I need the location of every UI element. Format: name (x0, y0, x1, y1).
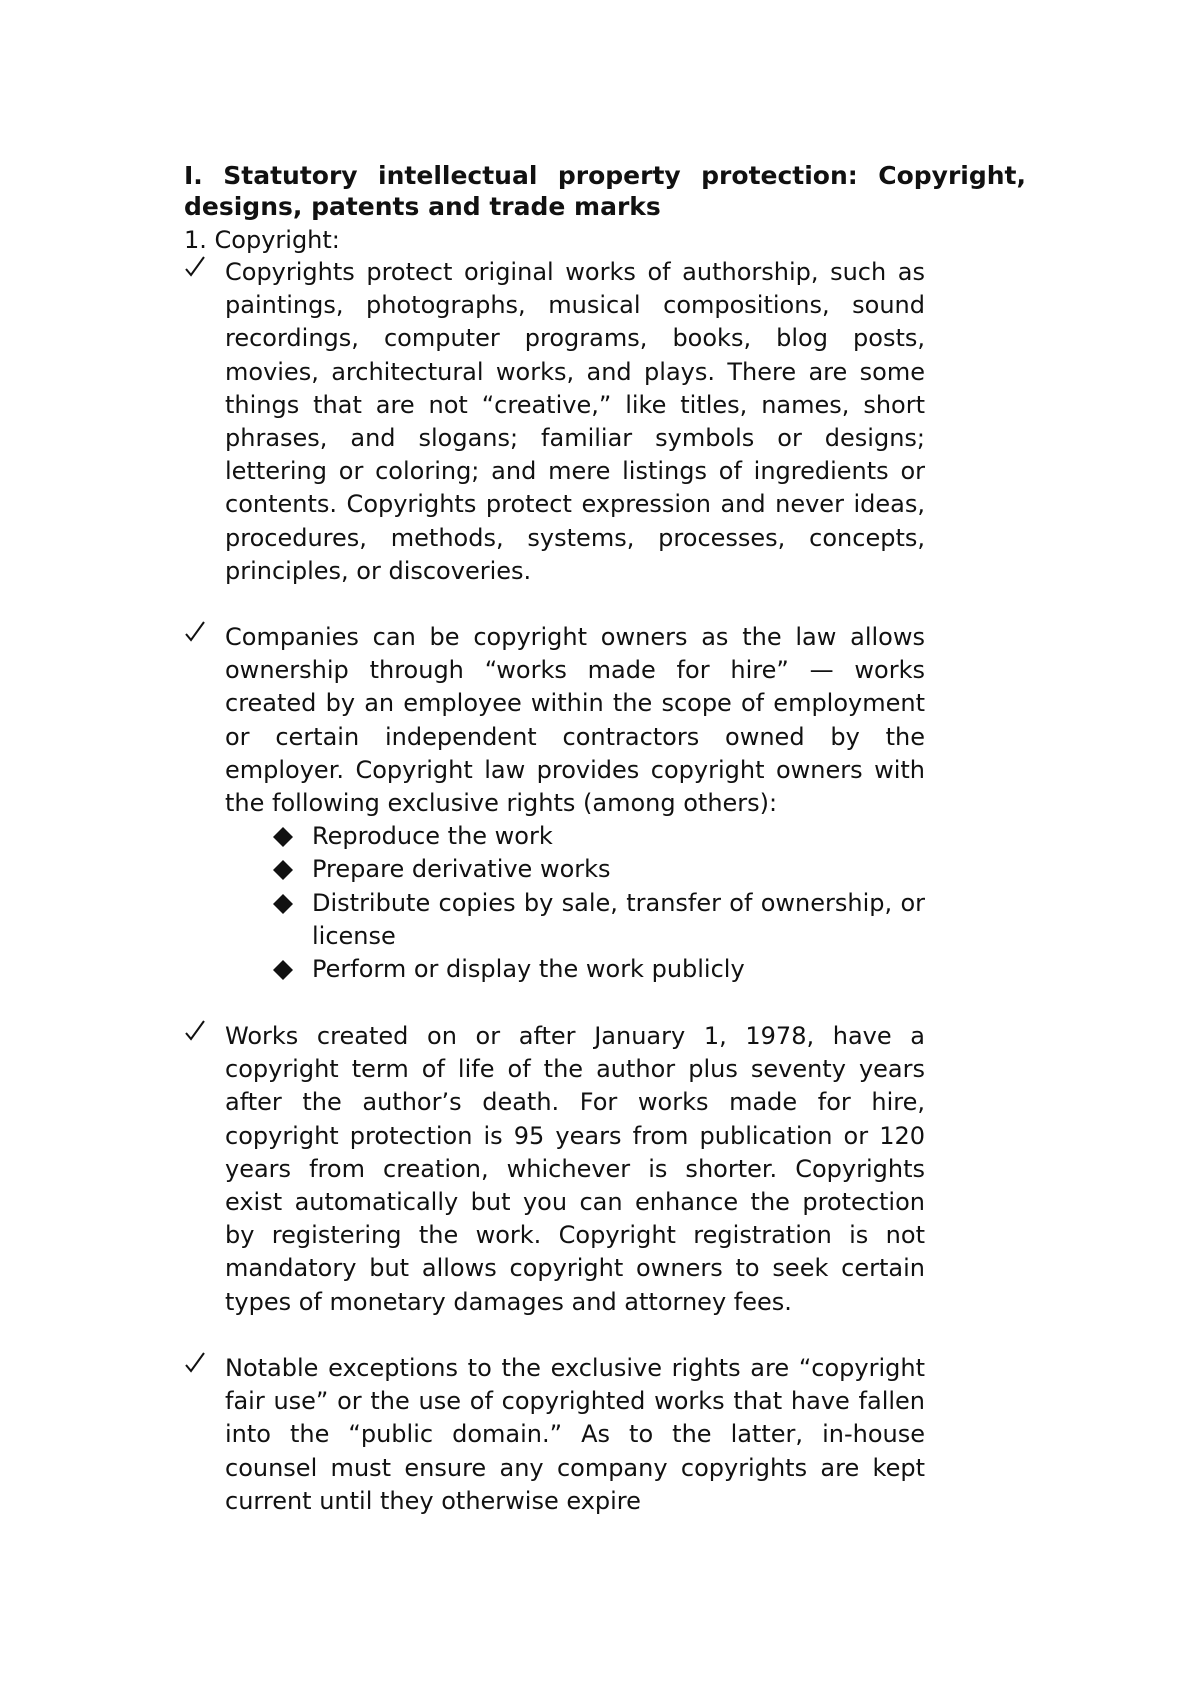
list-item-text: Perform or display the work publicly (312, 955, 745, 984)
exclusive-rights-list (270, 820, 925, 986)
list-item-text: Distribute copies by sale, transfer of ownership, or license (312, 888, 925, 950)
checkmark-icon (184, 254, 206, 280)
list-item-text: Reproduce the work (312, 822, 553, 851)
bullet-text: Works created on or after January 1, 1978, have a copyright term of life of the author plus seventy years after the author’s death. For works made for hire, copyright protection is 95 years from publication or 120 years from creation, whichever is shorter. Copyrights exist automatically but you can enhance the protection by registering the work. Copyright registration is not mandatory but allows copyright owners to seek certain types of monetary damages and attorney fees. (225, 1022, 925, 1316)
checkmark-icon (184, 1350, 206, 1376)
bullet-text: Notable exceptions to the exclusive rights are “copyright fair use” or the use of copyrighted works that have fallen into the “public domain.” As to the latter, in-house counsel must ensure any company copyrights are kept current until they otherwise expire (225, 1354, 925, 1515)
list-item (270, 887, 925, 953)
bullet-item (184, 621, 925, 986)
bullet-text: Copyrights protect original works of authorship, such as paintings, photographs, musical compositions, sound recordings, computer programs, books, blog posts, movies, architectural works, and plays. There are some things that are not “creative,” like titles, names, short phrases, and slogans; familiar symbols or designs; lettering or coloring; and mere listings of ingredients or contents. Copyrights protect expression and never ideas, procedures, methods, systems, processes, concepts, principles, or discoveries. (225, 258, 925, 585)
list-item-text: Prepare derivative works (312, 855, 611, 884)
diamond-icon (273, 860, 293, 880)
list-item (270, 853, 925, 886)
checkmark-icon (184, 619, 206, 645)
bullet-item (184, 256, 925, 588)
diamond-icon (273, 827, 293, 847)
list-item (270, 820, 925, 853)
diamond-icon (273, 894, 293, 914)
bullet-item (184, 1352, 925, 1518)
document-heading: I. Statutory intellectual property protection: Copyright, designs, patents and trade marks (184, 161, 1026, 221)
bullet-text: Companies can be copyright owners as the law allows ownership through “works made for hire” — works created by an employee within the scope of employment or certain independent contractors owned by the employer. Copyright law provides copyright owners with the following exclusive rights (among others): (225, 623, 925, 818)
list-item (270, 953, 925, 986)
section-subheading: 1. Copyright: (184, 226, 340, 254)
checkmark-icon (184, 1018, 206, 1044)
bullet-item (184, 1020, 925, 1319)
diamond-icon (273, 960, 293, 980)
